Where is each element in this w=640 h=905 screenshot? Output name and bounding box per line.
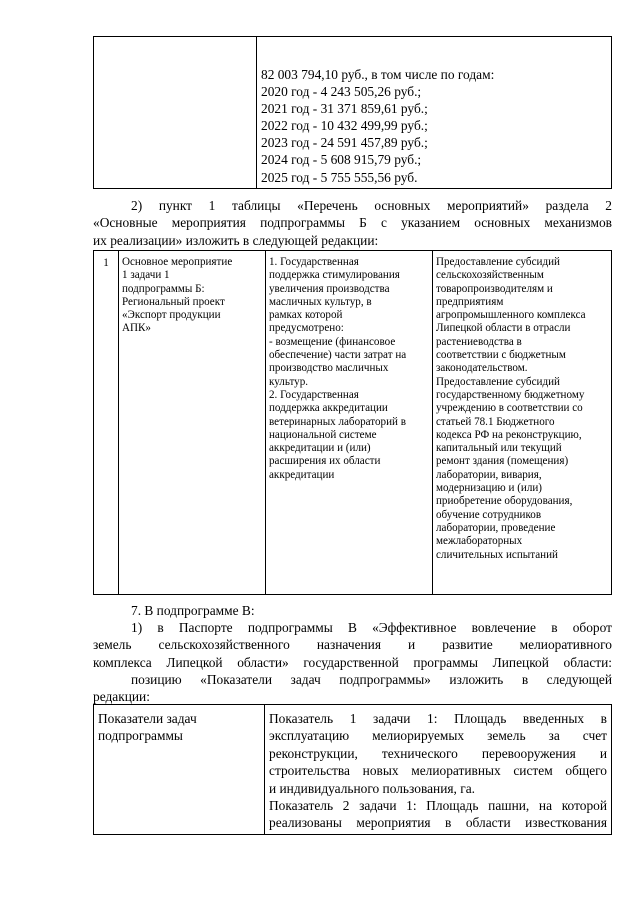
cell-line: модернизацию и (или) — [436, 482, 542, 495]
cell-line: капитальный или текущий — [436, 442, 562, 455]
cell-line: обеспечение) части затрат на — [269, 349, 407, 362]
cell-line: государственному бюджетному — [436, 388, 585, 401]
cell-line: ветеринарных лабораторий в — [269, 415, 406, 428]
cell-line: «Экспорт продукции — [122, 309, 221, 322]
cell-line: лаборатории, проведение — [436, 521, 556, 534]
section-heading-7: 7. В подпрограмме В: — [131, 603, 255, 618]
paragraph-line: 1) в Паспорте подпрограммы В «Эффективное вовлечение в оборот — [131, 620, 612, 635]
cell-line: национальной системе — [269, 428, 377, 441]
funding-table-label-cell — [94, 37, 257, 189]
cell-line: соответствии с бюджетным — [436, 349, 566, 362]
cell-line: ремонт здания (помещения) — [436, 455, 569, 468]
cell-line: Предоставление субсидий — [436, 375, 560, 388]
cell-line: статьей 78.1 Бюджетного — [436, 415, 555, 428]
cell-line: межлабораторных — [436, 535, 523, 548]
cell-line: реконструкции, технического перевооружения и — [269, 745, 607, 761]
cell-line: эксплуатацию мелиорируемых земель за счет — [269, 728, 607, 744]
cell-line: аккредитации — [269, 468, 335, 481]
cell-line: законодательством. — [436, 362, 528, 375]
paragraph-item-2 — [93, 197, 612, 249]
cell-line: приобретение оборудования, — [436, 495, 573, 508]
cell-line: растениеводства в — [436, 335, 522, 348]
cell-line: сельскохозяйственным — [436, 269, 544, 282]
cell-line: АПК» — [122, 322, 151, 335]
cell-line: Региональный проект — [122, 295, 225, 308]
cell-line: аккредитации и (или) — [269, 442, 371, 455]
paragraph-line: позицию «Показатели задач подпрограммы» изложить в следующей — [131, 672, 612, 687]
cell-line: 2. Государственная — [269, 388, 359, 401]
paragraph-item-1 — [93, 619, 612, 671]
measures-mechanism-cell — [433, 251, 612, 595]
cell-line: расширения их области — [269, 455, 381, 468]
cell-line: Липецкой области в отрасли — [436, 322, 571, 335]
cell-line: агропромышленного комплекса — [436, 309, 586, 322]
paragraph-line: 2) пункт 1 таблицы «Перечень основных мероприятий» раздела 2 — [131, 198, 612, 213]
cell-line: - возмещение (финансовое — [269, 335, 396, 348]
paragraph-line: их реализации» изложить в следующей редакции: — [93, 232, 379, 248]
cell-line: учреждению в соответствии со — [436, 402, 583, 415]
cell-line: Основное мероприятие — [122, 256, 233, 268]
indicators-value-cell — [265, 705, 612, 835]
funding-line: 2021 год - 31 371 859,61 руб.; — [261, 101, 428, 117]
measures-activity-cell — [119, 251, 266, 595]
cell-line: предприятиям — [436, 295, 504, 308]
measures-table — [93, 250, 612, 595]
paragraph-line: земель сельскохозяйственного назначения и развитие мелиоративного — [93, 637, 612, 653]
paragraph-line: «Основные мероприятия подпрограммы Б с указанием основных механизмов — [93, 215, 612, 231]
funding-line: 2025 год - 5 755 555,56 руб. — [261, 169, 418, 185]
cell-line: Показатель 1 задачи 1: Площадь введенных в — [269, 711, 607, 726]
cell-line: подпрограммы Б: — [122, 282, 205, 295]
funding-table-value-cell — [257, 37, 612, 189]
funding-table — [93, 36, 612, 189]
cell-line: масличных культур, в — [269, 295, 372, 308]
measures-row-number: 1 — [94, 251, 119, 595]
cell-line: подпрограммы — [98, 728, 183, 744]
cell-line: производство масличных — [269, 362, 389, 375]
cell-line: Показатель 2 задачи 1: Площадь пашни, на которой — [269, 798, 607, 814]
funding-line: 2020 год - 4 243 505,26 руб.; — [261, 84, 422, 100]
paragraph-line: комплекса Липецкой области» государственной программы Липецкой области: — [93, 654, 612, 670]
cell-line: рамках которой — [269, 309, 343, 322]
cell-line: сличительных испытаний — [436, 548, 558, 561]
funding-line: 2023 год - 24 591 457,89 руб.; — [261, 135, 428, 151]
indicators-table — [93, 704, 612, 835]
cell-line: 1. Государственная — [269, 256, 359, 268]
paragraph-line: редакции: — [93, 689, 150, 705]
cell-line: лаборатории, вивария, — [436, 468, 542, 481]
cell-line: поддержка аккредитации — [269, 402, 388, 415]
cell-line: кодекса РФ на реконструкцию, — [436, 428, 582, 441]
cell-line: поддержка стимулирования — [269, 269, 400, 282]
funding-line: 2024 год - 5 608 915,79 руб.; — [261, 152, 422, 168]
cell-line: Показатели задач — [98, 711, 197, 726]
cell-line: и индивидуального пользования, га. — [269, 780, 475, 796]
funding-line: 2022 год - 10 432 499,99 руб.; — [261, 118, 428, 134]
cell-line: 1 задачи 1 — [122, 269, 170, 282]
cell-line: предусмотрено: — [269, 322, 344, 335]
cell-line: реализованы мероприятия в области известкования — [269, 815, 607, 831]
funding-line: 82 003 794,10 руб., в том числе по годам: — [261, 67, 495, 82]
cell-line: культур. — [269, 375, 309, 388]
cell-line: товаропроизводителям и — [436, 282, 553, 295]
measures-support-cell — [266, 251, 433, 595]
paragraph-position — [93, 671, 612, 706]
cell-line: Предоставление субсидий — [436, 256, 560, 268]
cell-line: строительства новых мелиоративных систем общего — [269, 763, 607, 779]
indicators-label-cell — [94, 705, 265, 835]
cell-line: обучение сотрудников — [436, 508, 542, 521]
cell-line: увеличения производства — [269, 282, 390, 295]
